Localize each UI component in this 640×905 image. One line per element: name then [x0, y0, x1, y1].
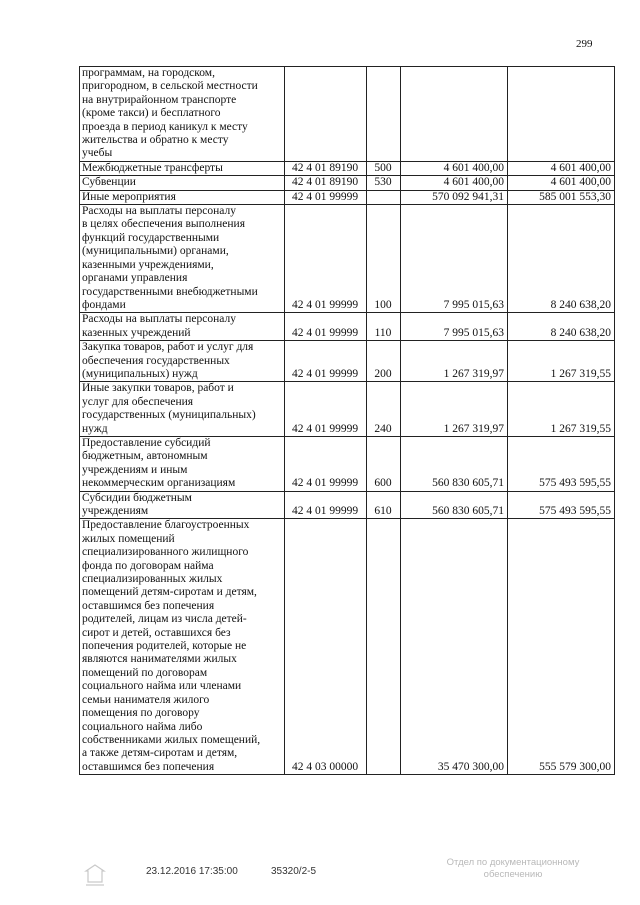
table-row: [80, 67, 615, 162]
cell-type: 600: [367, 436, 401, 491]
table-row: [80, 519, 615, 775]
cell-amount-1: 7 995 015,63: [401, 205, 508, 313]
cell-amount-2: 585 001 553,30: [508, 190, 615, 204]
cell-amount-2: 575 493 595,55: [508, 436, 615, 491]
table-row: [80, 382, 615, 437]
table-row: [80, 190, 615, 204]
cell-amount-1: 570 092 941,31: [401, 190, 508, 204]
cell-amount-1: 35 470 300,00: [401, 519, 508, 775]
cell-amount-1: 1 267 319,97: [401, 341, 508, 382]
table-row: [80, 176, 615, 190]
cell-code: 42 4 01 89190: [285, 176, 367, 190]
cell-name: Расходы на выплаты персоналу казенных учреждений: [80, 313, 285, 341]
cell-amount-1: 560 830 605,71: [401, 436, 508, 491]
cell-name: Расходы на выплаты персоналу в целях обеспечения выполнения функций государственными (муниципальными) органами, казенными учреждениями, органами управления государственными внебюджетными фондами: [80, 205, 285, 313]
cell-name: Предоставление субсидий бюджетным, автономным учреждениям и иным некоммерческим организациям: [80, 436, 285, 491]
footer-doc-id: 35320/2-5: [271, 866, 317, 877]
cell-name: программам, на городском, пригородном, в сельской местности на внутрирайонном транспорте (кроме такси) и бесплатного проезда в период каникул к месту жительства и обратно к месту учебы: [80, 67, 285, 162]
cell-name: Межбюджетные трансферты: [80, 161, 285, 175]
cell-type: [367, 190, 401, 204]
cell-amount-1: 4 601 400,00: [401, 161, 508, 175]
table-row: [80, 313, 615, 341]
cell-amount-1: 7 995 015,63: [401, 313, 508, 341]
cell-type: 200: [367, 341, 401, 382]
cell-code: 42 4 01 99999: [285, 436, 367, 491]
cell-name: Иные закупки товаров, работ и услуг для обеспечения государственных (муниципальных) нужд: [80, 382, 285, 437]
cell-amount-2: 1 267 319,55: [508, 341, 615, 382]
table-row: [80, 491, 615, 519]
cell-type: 530: [367, 176, 401, 190]
cell-amount-2: 8 240 638,20: [508, 313, 615, 341]
cell-code: 42 4 01 99999: [285, 313, 367, 341]
stamp-text: Отдел по документационному обеспечению: [446, 857, 580, 880]
budget-table-body: [80, 67, 615, 775]
cell-name: Предоставление благоустроенных жилых помещений специализированного жилищного фонда по договорам найма специализированных жилых помещений детям-сиротам и детям, оставшимся без попечения родителей, лицам из числа детей- сирот и детей, оставшихся без попечения родителей, которые не являются нанимателями жилых помещений по договорам социального найма или членами семьи нанимателя жилого помещения по договору социального найма либо собственниками жилых помещений, а также детям-сиротам и детям, оставшимся без попечения: [80, 519, 285, 775]
cell-type: 110: [367, 313, 401, 341]
cell-name: Субвенции: [80, 176, 285, 190]
cell-type: [367, 67, 401, 162]
footer-datetime: 23.12.2016 17:35:00: [146, 866, 238, 877]
cell-type: 100: [367, 205, 401, 313]
cell-type: 240: [367, 382, 401, 437]
cell-code: 42 4 01 99999: [285, 205, 367, 313]
cell-code: 42 4 01 99999: [285, 491, 367, 519]
table-row: [80, 436, 615, 491]
cell-amount-2: 8 240 638,20: [508, 205, 615, 313]
cell-name: Иные мероприятия: [80, 190, 285, 204]
cell-code: 42 4 01 99999: [285, 190, 367, 204]
cell-code: 42 4 01 89190: [285, 161, 367, 175]
cell-type: 500: [367, 161, 401, 175]
cell-amount-2: 1 267 319,55: [508, 382, 615, 437]
cell-code: [285, 67, 367, 162]
cell-amount-2: [508, 67, 615, 162]
page-number: 299: [576, 38, 593, 50]
cell-amount-2: 4 601 400,00: [508, 161, 615, 175]
cell-amount-2: 555 579 300,00: [508, 519, 615, 775]
cell-amount-1: 1 267 319,97: [401, 382, 508, 437]
cell-name: Закупка товаров, работ и услуг для обеспечения государственных (муниципальных) нужд: [80, 341, 285, 382]
seal-icon: [82, 862, 108, 888]
cell-type: [367, 519, 401, 775]
cell-amount-2: 575 493 595,55: [508, 491, 615, 519]
table-row: [80, 341, 615, 382]
cell-amount-1: 560 830 605,71: [401, 491, 508, 519]
budget-table: [79, 66, 615, 775]
cell-code: 42 4 01 99999: [285, 341, 367, 382]
cell-name: Субсидии бюджетным учреждениям: [80, 491, 285, 519]
table-row: [80, 161, 615, 175]
cell-amount-1: [401, 67, 508, 162]
cell-amount-2: 4 601 400,00: [508, 176, 615, 190]
table-row: [80, 205, 615, 313]
cell-code: 42 4 03 00000: [285, 519, 367, 775]
cell-amount-1: 4 601 400,00: [401, 176, 508, 190]
cell-code: 42 4 01 99999: [285, 382, 367, 437]
cell-type: 610: [367, 491, 401, 519]
